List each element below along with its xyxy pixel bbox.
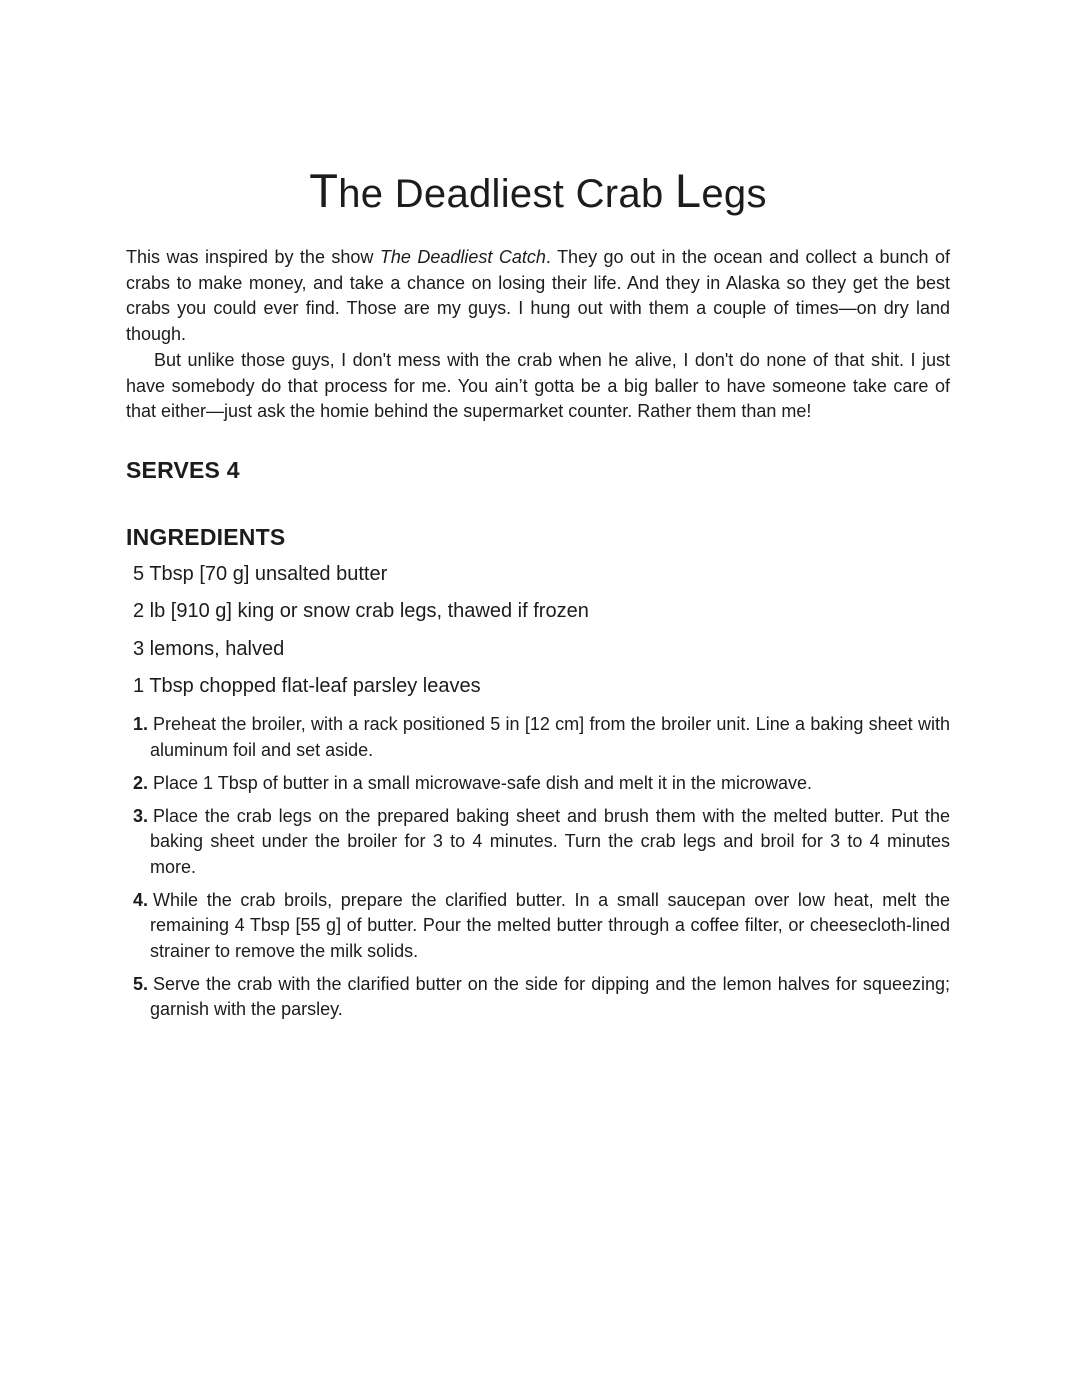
step-text: Preheat the broiler, with a rack positioned 5 in [12 cm] from the broiler unit. Line a baking sheet with aluminum foil and set aside.: [150, 714, 950, 761]
step-text: Serve the crab with the clarified butter on the side for dipping and the lemon halves for squeezing; garnish with the parsley.: [150, 973, 950, 1020]
step-number: 1.: [133, 714, 149, 735]
step-text: Place the crab legs on the prepared baking sheet and brush them with the melted butter. Put the baking sheet under the broiler for 3 to 4 minutes. Turn the crab legs and broil for 3 to 4 minutes more.: [150, 805, 950, 877]
intro-paragraph-1: [126, 245, 950, 348]
page-title: [126, 0, 950, 217]
serves-heading: SERVES 4: [126, 456, 240, 483]
title-text-2: egs: [701, 172, 767, 216]
step-text: Place 1 Tbsp of butter in a small microwave-safe dish and melt it in the microwave.: [153, 772, 812, 793]
step-number: 3.: [133, 805, 149, 826]
intro-paragraph-2: But unlike those guys, I don't mess with the crab when he alive, I don't do none of that shit. I just have somebody do that process for me. You ain’t gotta be a big baller to have someone take care of that either—just ask the homie behind the supermarket counter. Rather them than me!: [126, 349, 950, 422]
step-text: While the crab broils, prepare the clarified butter. In a small saucepan over low heat, melt the remaining 4 Tbsp [55 g] of butter. Pour the melted butter through a coffee filter, or cheesecloth-lined strainer to remove the milk solids.: [150, 889, 950, 962]
ingredient-item: 5 Tbsp [70 g] unsalted butter: [133, 562, 388, 585]
title-initial-cap-1: T: [309, 164, 339, 217]
step-item: [133, 804, 950, 881]
step-item: [133, 712, 950, 763]
step-item: [133, 972, 950, 1023]
intro-p1-before: This was inspired by the show: [126, 247, 380, 267]
ingredient-item: 3 lemons, halved: [133, 637, 285, 660]
title-initial-cap-2: L: [674, 164, 702, 217]
show-name-italic: The Deadliest Catch: [379, 247, 546, 267]
step-number: 5.: [133, 973, 149, 994]
step-number: 2.: [133, 772, 149, 793]
step-item: [133, 771, 950, 797]
ingredients-list: [133, 561, 950, 700]
step-item: [133, 888, 950, 965]
title-text-1: he Deadliest Crab: [338, 172, 675, 216]
ingredient-item: 1 Tbsp chopped flat-leaf parsley leaves: [133, 675, 481, 698]
ingredient-item: 2 lb [910 g] king or snow crab legs, thawed if frozen: [133, 600, 589, 623]
steps-list: [133, 712, 950, 1023]
intro-p1-after: . They go out in the ocean and collect a bunch of crabs to make money, and take a chance on losing their life. And they in Alaska so they get the best crabs you could ever find. Those are my guys. I hung out with them a couple of times—on dry land though.: [126, 247, 950, 345]
step-number: 4.: [133, 889, 149, 910]
ingredients-heading: INGREDIENTS: [126, 523, 286, 550]
